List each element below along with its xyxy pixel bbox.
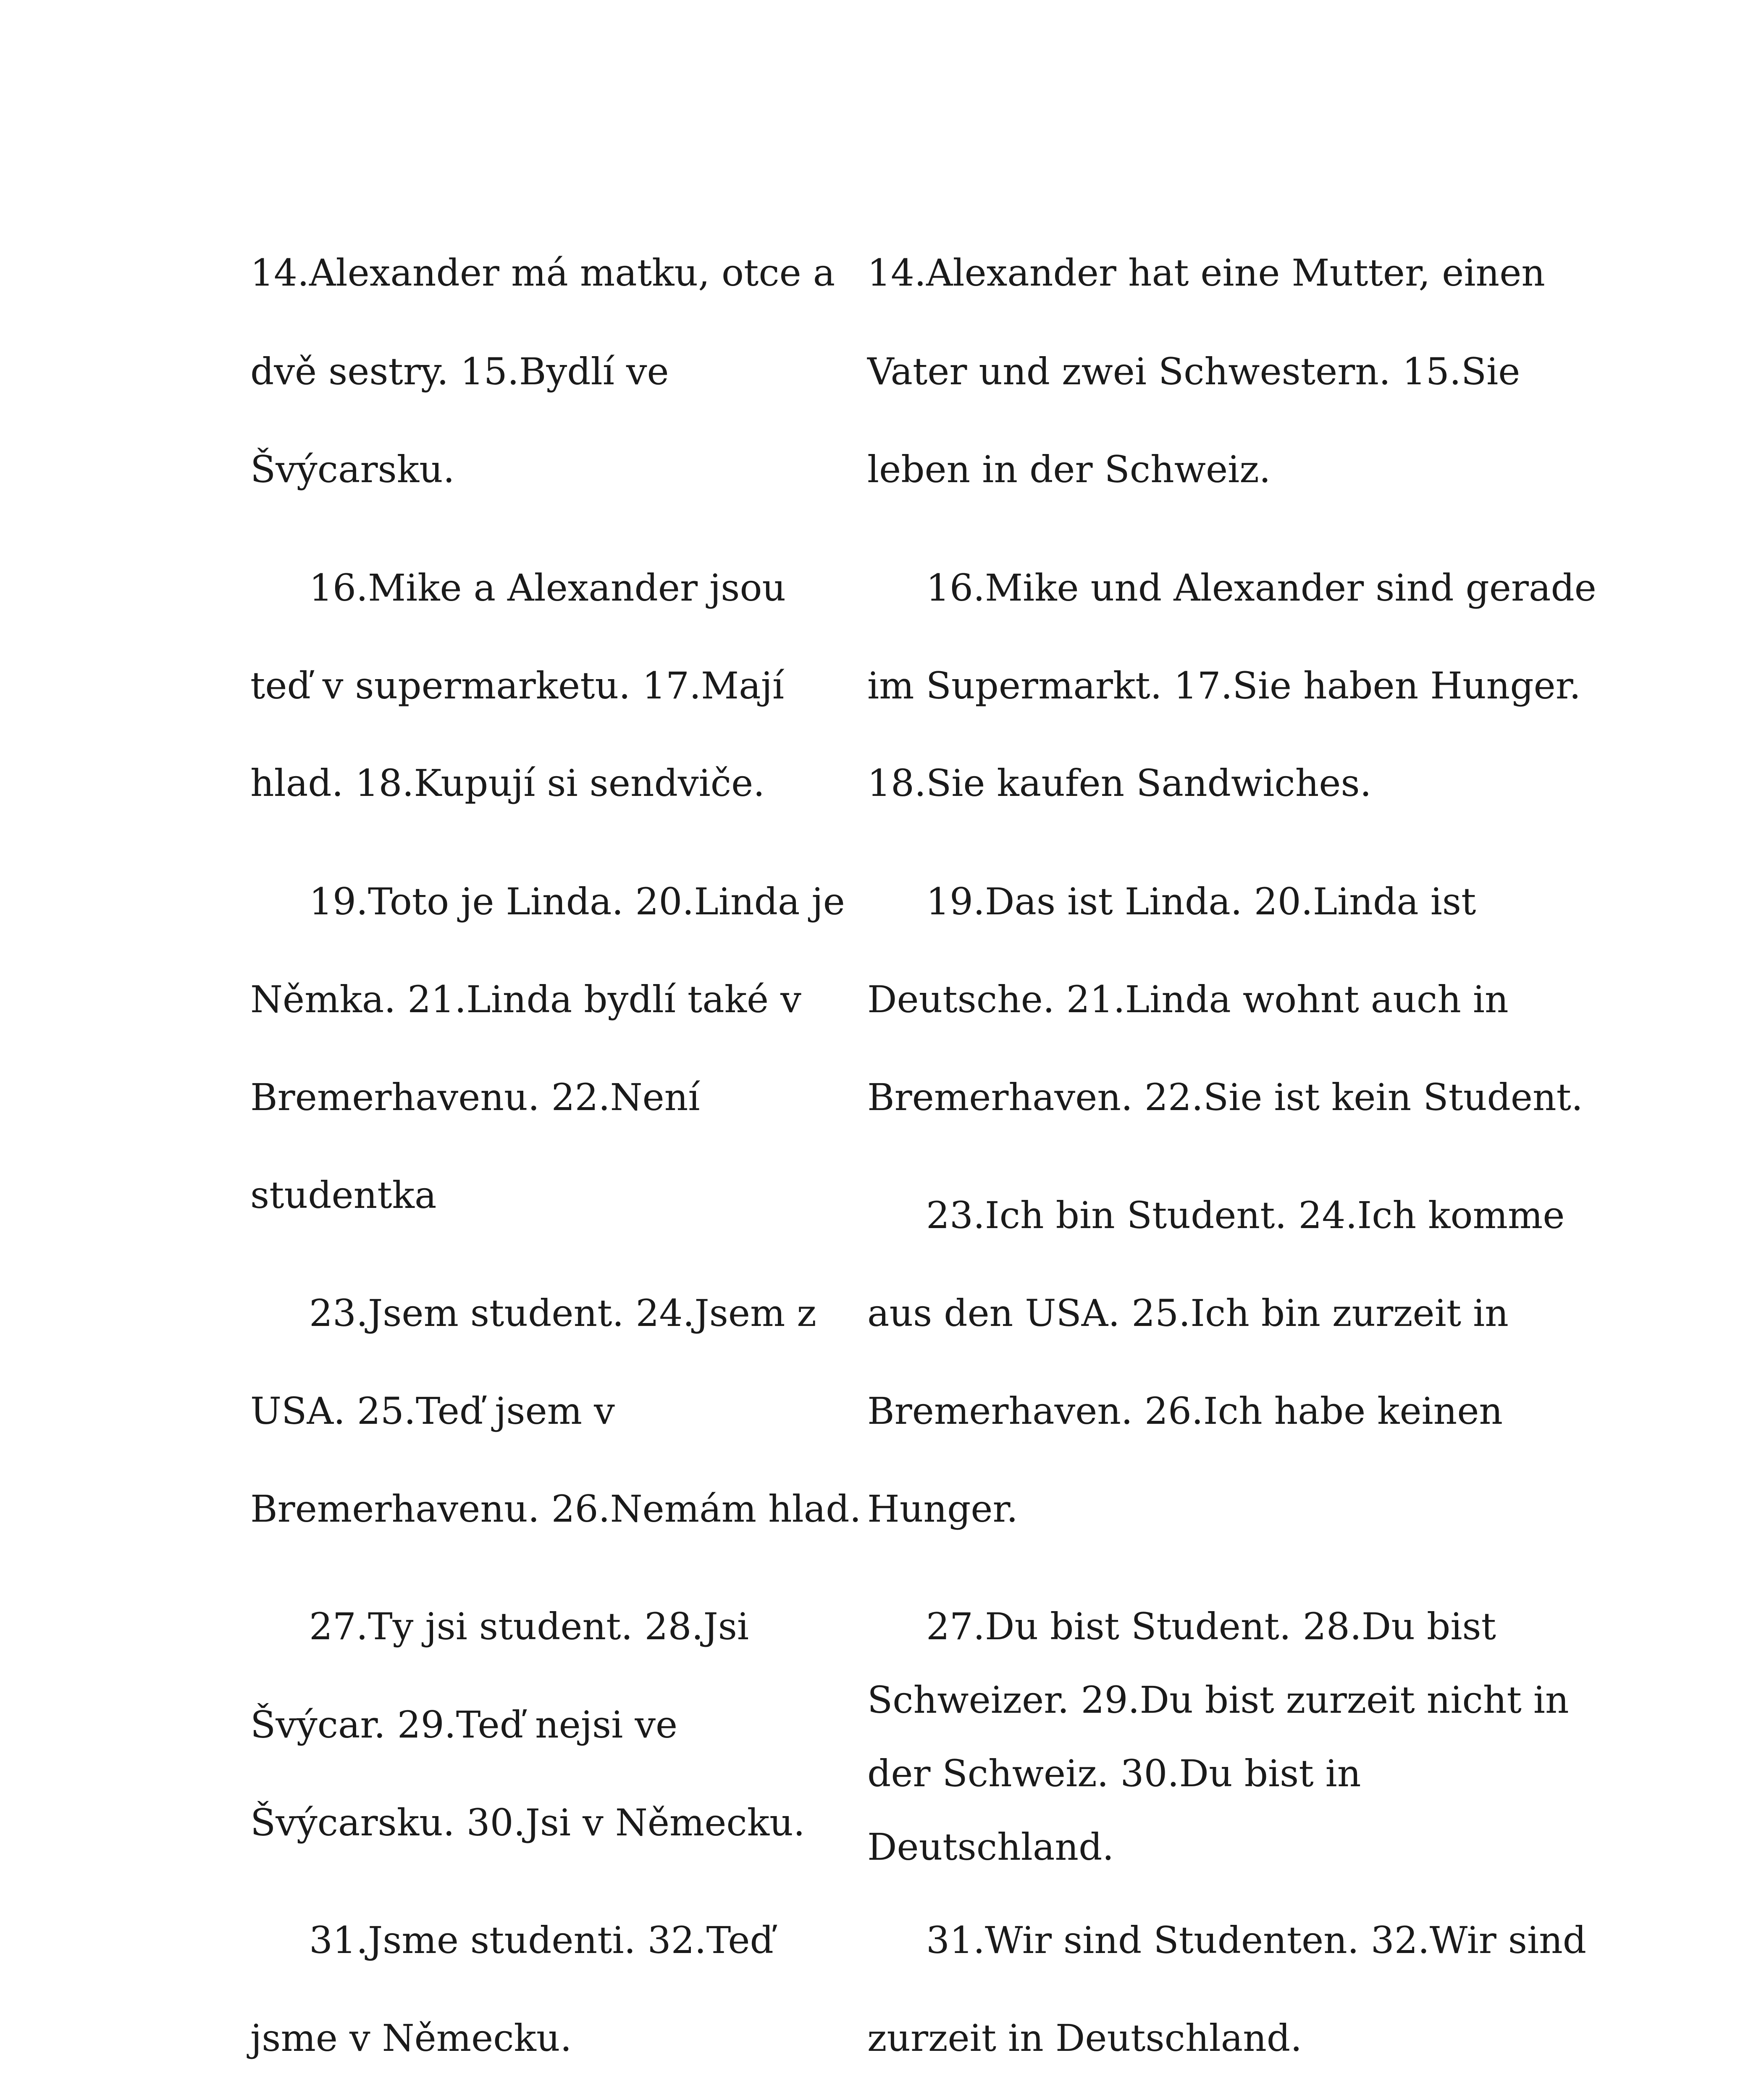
text-line: im Supermarkt. 17.Sie haben Hunger. (867, 664, 1581, 707)
text-line: Švýcarsku. 30.Jsi v Německu. (250, 1801, 805, 1844)
text-line: 27.Du bist Student. 28.Du bist (926, 1605, 1496, 1648)
text-line: 18.Sie kaufen Sandwiches. (867, 761, 1372, 805)
text-line: 14.Alexander má matku, otce a (250, 251, 835, 294)
text-line: aus den USA. 25.Ich bin zurzeit in (867, 1292, 1509, 1335)
text-line: 19.Toto je Linda. 20.Linda je (309, 880, 845, 923)
text-line: zurzeit in Deutschland. (867, 2016, 1302, 2060)
text-line: 23.Jsem student. 24.Jsem z (309, 1292, 816, 1335)
text-line: Němka. 21.Linda bydlí také v (250, 978, 801, 1021)
text-line: 27.Ty jsi student. 28.Jsi (309, 1605, 749, 1648)
text-line: leben in der Schweiz. (867, 448, 1271, 491)
text-line: Deutsche. 21.Linda wohnt auch in (867, 978, 1509, 1021)
text-line: Deutschland. (867, 1825, 1114, 1869)
text-line: teď v supermarketu. 17.Mají (250, 664, 785, 707)
text-line: 16.Mike und Alexander sind gerade (926, 566, 1596, 609)
text-line: 31.Wir sind Studenten. 32.Wir sind (926, 1919, 1587, 1962)
text-line: der Schweiz. 30.Du bist in (867, 1752, 1361, 1795)
text-line: jsme v Německu. (250, 2016, 572, 2060)
text-line: 23.Ich bin Student. 24.Ich komme (926, 1194, 1565, 1237)
text-line: 31.Jsme studenti. 32.Teď (309, 1919, 774, 1962)
text-line: dvě sestry. 15.Bydlí ve (250, 350, 669, 393)
text-line: USA. 25.Teď jsem v (250, 1389, 615, 1433)
text-line: Schweizer. 29.Du bist zurzeit nicht in (867, 1678, 1569, 1722)
text-line: Bremerhavenu. 22.Není (250, 1076, 700, 1119)
text-line: 16.Mike a Alexander jsou (309, 566, 786, 609)
text-line: Bremerhaven. 22.Sie ist kein Student. (867, 1076, 1583, 1119)
text-line: studentka (250, 1173, 437, 1217)
text-line: Švýcar. 29.Teď nejsi ve (250, 1703, 678, 1746)
text-line: 19.Das ist Linda. 20.Linda ist (926, 880, 1476, 923)
text-line: Bremerhaven. 26.Ich habe keinen (867, 1389, 1503, 1433)
text-line: 14.Alexander hat eine Mutter, einen (867, 251, 1545, 294)
text-line: Vater und zwei Schwestern. 15.Sie (867, 350, 1520, 393)
text-line: hlad. 18.Kupují si sendviče. (250, 761, 765, 805)
text-line: Hunger. (867, 1487, 1018, 1530)
text-line: Švýcarsku. (250, 448, 455, 491)
text-line: Bremerhavenu. 26.Nemám hlad. (250, 1487, 861, 1530)
